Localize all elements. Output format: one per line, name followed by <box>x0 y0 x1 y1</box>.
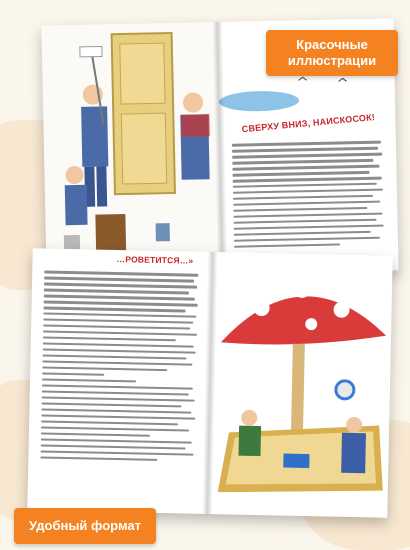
body-text-top <box>232 141 386 252</box>
feature-badge-illustrations: Красочные иллюстрации <box>266 30 398 76</box>
book-spread-bottom <box>27 248 392 517</box>
illustration-page-sandbox <box>207 252 392 518</box>
workers-illustration <box>41 22 222 278</box>
chapter-heading-bottom: …РОВЕТИТСЯ…» <box>116 254 194 266</box>
feature-badge-format: Удобный формат <box>14 508 156 544</box>
illustration-page-workers <box>41 22 222 278</box>
sandbox-illustration <box>207 252 392 518</box>
text-page-bottom <box>27 248 212 514</box>
body-text-bottom <box>40 271 200 466</box>
chapter-heading-top: СВЕРХУ ВНИЗ, НАИСКОСОК! <box>241 112 376 135</box>
